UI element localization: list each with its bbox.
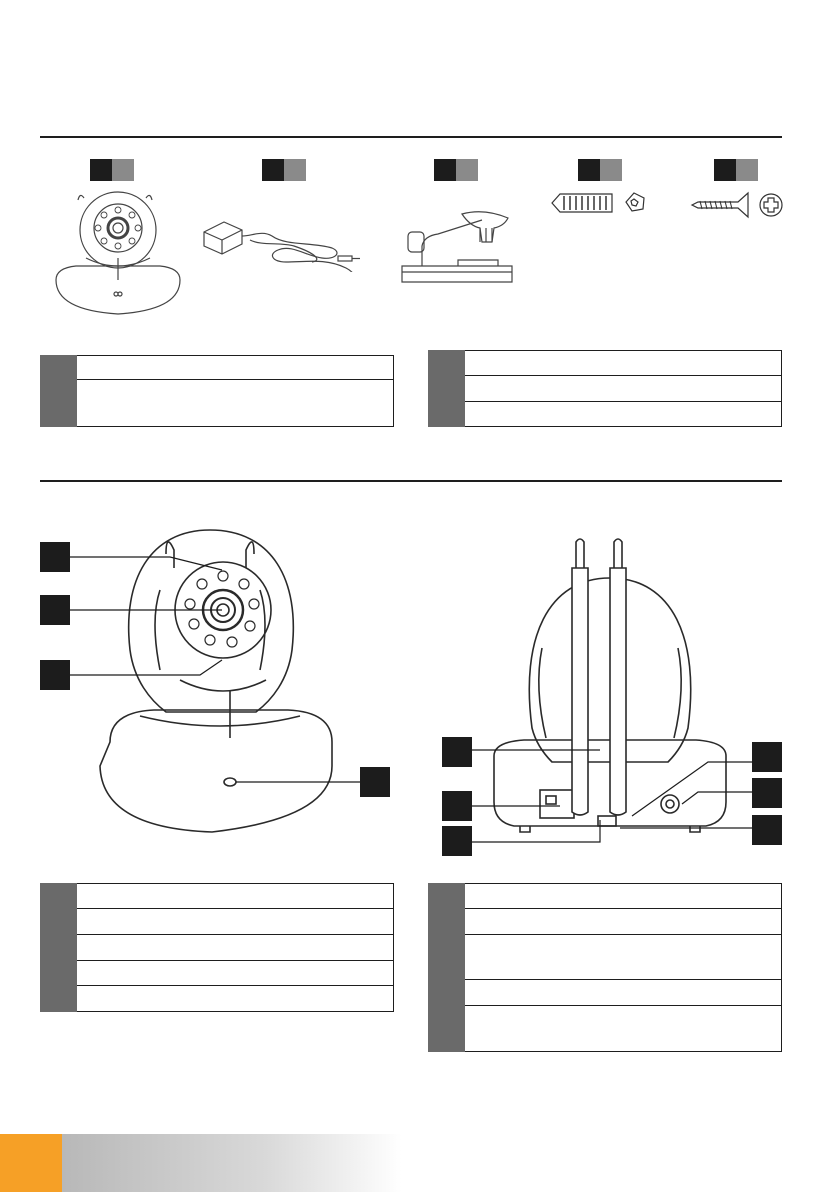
section-divider-contents bbox=[40, 136, 782, 138]
mount-bracket-icon bbox=[398, 208, 520, 288]
table-row bbox=[77, 356, 393, 380]
contents-table-right bbox=[428, 350, 782, 427]
item-badge-3 bbox=[434, 159, 478, 181]
power-adapter-icon bbox=[200, 212, 362, 272]
front-parts-table bbox=[40, 883, 394, 1012]
callout-back-2 bbox=[442, 791, 472, 821]
callout-front-1 bbox=[40, 542, 70, 572]
table-label-block bbox=[40, 355, 77, 427]
table-label-block bbox=[40, 883, 77, 1012]
table-row bbox=[465, 1006, 781, 1051]
table-row bbox=[77, 961, 393, 986]
table-row bbox=[465, 376, 781, 402]
table-row bbox=[465, 935, 781, 980]
table-row bbox=[465, 351, 781, 376]
table-row bbox=[465, 909, 781, 935]
table-row bbox=[465, 884, 781, 909]
table-row bbox=[465, 402, 781, 426]
table-row bbox=[77, 986, 393, 1011]
item-badge-5 bbox=[714, 159, 758, 181]
table-row bbox=[77, 884, 393, 909]
item-badge-1 bbox=[90, 159, 134, 181]
callout-back-4 bbox=[752, 742, 782, 772]
table-label-block bbox=[428, 350, 465, 427]
item-badge-4 bbox=[578, 159, 622, 181]
callout-back-6 bbox=[752, 815, 782, 845]
table-row bbox=[465, 980, 781, 1006]
item-badge-2 bbox=[262, 159, 306, 181]
callout-back-3 bbox=[442, 826, 472, 856]
callout-back-5 bbox=[752, 778, 782, 808]
callout-back-1 bbox=[442, 737, 472, 767]
back-parts-table bbox=[428, 883, 782, 1052]
camera-icon bbox=[50, 188, 186, 320]
callout-front-3 bbox=[40, 660, 70, 690]
callout-front-4 bbox=[360, 767, 390, 797]
footer-gradient-bar bbox=[62, 1134, 402, 1192]
section-divider-overview bbox=[40, 480, 782, 482]
callout-front-2 bbox=[40, 595, 70, 625]
contents-table-left bbox=[40, 355, 394, 427]
table-label-block bbox=[428, 883, 465, 1052]
table-row bbox=[77, 380, 393, 426]
page-number-tab bbox=[0, 1134, 62, 1192]
screw-icon bbox=[690, 190, 786, 220]
wall-plug-icon bbox=[548, 190, 658, 216]
table-row bbox=[77, 909, 393, 935]
table-row bbox=[77, 935, 393, 961]
